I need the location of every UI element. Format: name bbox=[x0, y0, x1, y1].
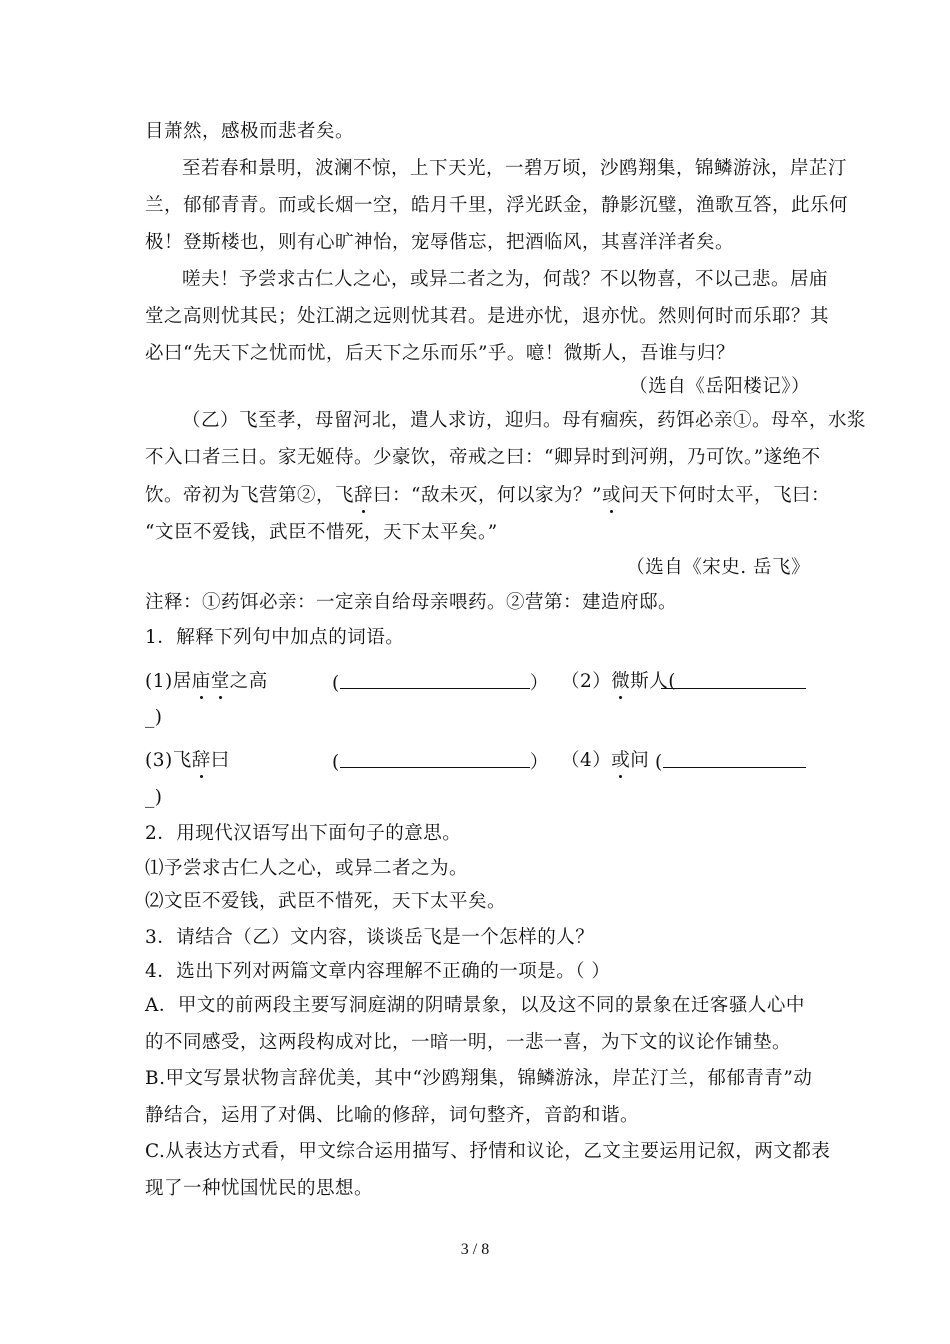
answer-blank-1[interactable] bbox=[332, 670, 549, 696]
text: 问天下何时太平，飞曰： bbox=[620, 485, 830, 506]
answer-blank-2[interactable] bbox=[661, 670, 806, 689]
option-c: C.从表达方式看，甲文综合运用描写、抒情和议论，乙文主要运用记叙，两文都表 bbox=[145, 1141, 831, 1162]
passage-b-source: （选自《宋史. 岳飞》 bbox=[626, 557, 810, 578]
passage-b-line: “文臣不爱钱，武臣不惜死，天下太平矣。” bbox=[145, 522, 498, 543]
page-number: 3 / 8 bbox=[460, 1241, 490, 1258]
passage-a-line: 至若春和景明，波澜不惊，上下天光，一碧万顷，沙鸥翔集，锦鳞游泳，岸芷汀 bbox=[182, 158, 848, 179]
dotted-word: 或 bbox=[611, 750, 631, 771]
dotted-word: 微 bbox=[611, 671, 631, 692]
dotted-word: 庙 bbox=[191, 671, 211, 692]
blank-line bbox=[340, 749, 530, 768]
dotted-word: 堂 bbox=[210, 671, 230, 692]
passage-a-line: 兰，郁郁青青。而或长烟一空，皓月千里，浮光跃金，静影沉璧，渔歌互答，此乐何 bbox=[145, 195, 849, 216]
passage-a-line: 嗟夫！予尝求古仁人之心，或异二者之为，何哉？不以物喜，不以己悲。居庙 bbox=[182, 269, 829, 290]
passage-a-line: 必曰“先天下之忧而忧，后天下之乐而乐”乎。噫！微斯人，吾谁与归？ bbox=[145, 343, 735, 364]
text: 饮。帝初为飞营第②，飞 bbox=[145, 485, 355, 506]
passage-a-source: （选自《岳阳楼记》） bbox=[629, 376, 810, 397]
blank-line bbox=[340, 670, 530, 689]
option-b: 静结合，运用了对偶、比喻的修辞，词句整齐，音韵和谐。 bbox=[145, 1105, 640, 1126]
q1-item-3 bbox=[145, 749, 230, 773]
dotted-word: 或 bbox=[601, 485, 621, 506]
passage-b-line: （乙）飞至孝，母留河北，遣人求访，迎归。母有痼疾，药饵必亲①。母卒，水浆 bbox=[182, 410, 867, 431]
text: （2） bbox=[561, 671, 612, 692]
q1-wrap: _) bbox=[145, 787, 163, 808]
passage-b-line: 不入口者三日。家无姬侍。少豪饮，帝戒之曰：“卿异时到河朔，乃可饮。”遂绝不 bbox=[145, 447, 821, 468]
option-b: B.甲文写景状物言辞优美，其中“沙鸥翔集，锦鳞游泳，岸芷汀兰，郁郁青青”动 bbox=[145, 1068, 813, 1089]
passage-a-line: 堂之高则忧其民；处江湖之远则忧其君。是进亦忧，退亦忧。然则何时而乐耶？其 bbox=[145, 306, 830, 327]
text: ） bbox=[529, 752, 549, 773]
answer-blank-4[interactable] bbox=[655, 749, 806, 775]
text: ( bbox=[332, 673, 340, 694]
dotted-word: 辞 bbox=[191, 750, 211, 771]
text: 问 bbox=[630, 750, 650, 771]
question-3: 3．请结合（乙）文内容，谈谈岳飞是一个怎样的人？ bbox=[145, 927, 595, 948]
option-a: 的不同感受，这两段构成对比，一暗一明，一悲一喜，为下文的议论作铺垫。 bbox=[145, 1032, 792, 1053]
text: 曰 bbox=[210, 750, 230, 771]
question-2-title: 2．用现代汉语写出下面句子的意思。 bbox=[145, 823, 462, 844]
question-1-title: 1．解释下列句中加点的词语。 bbox=[145, 627, 405, 648]
question-2-sentence-2: ⑵文臣不爱钱，武臣不惜死，天下太平矣。 bbox=[145, 891, 507, 912]
text: (3)飞 bbox=[145, 750, 192, 771]
text: 曰：“敌未灭，何以家为？” bbox=[373, 485, 602, 506]
notes: 注释：①药饵必亲：一定亲自给母亲喂药。②营第：建造府邸。 bbox=[145, 592, 678, 613]
question-4-title: 4．选出下列对两篇文章内容理解不正确的一项是。（ ） bbox=[145, 961, 611, 982]
text: (1)居 bbox=[145, 671, 192, 692]
text: （4） bbox=[561, 750, 612, 771]
blank-line bbox=[663, 749, 806, 768]
passage-b-line bbox=[145, 484, 830, 508]
text: ( bbox=[332, 752, 340, 773]
dotted-word: 辞 bbox=[354, 485, 374, 506]
q1-item-1 bbox=[145, 670, 268, 694]
option-c: 现了一种忧国忧民的思想。 bbox=[145, 1178, 374, 1199]
option-a: A．甲文的前两段主要写洞庭湖的阴晴景象，以及这不同的景象在迁客骚人心中 bbox=[145, 995, 805, 1016]
passage-a-line: 目萧然，感极而悲者矣。 bbox=[145, 121, 355, 142]
passage-a-line: 极！登斯楼也，则有心旷神怡，宠辱偕忘，把酒临风，其喜洋洋者矣。 bbox=[145, 232, 735, 253]
q1-item-4 bbox=[561, 749, 649, 773]
answer-blank-3[interactable] bbox=[332, 749, 549, 775]
question-2-sentence-1: ⑴予尝求古仁人之心，或异二者之为。 bbox=[145, 858, 469, 879]
text: 斯人( bbox=[630, 671, 677, 692]
text: ( bbox=[655, 752, 663, 773]
text: ） bbox=[529, 673, 549, 694]
text: 之高 bbox=[229, 671, 268, 692]
q1-item-2 bbox=[561, 670, 676, 694]
q1-wrap: _) bbox=[145, 707, 163, 728]
